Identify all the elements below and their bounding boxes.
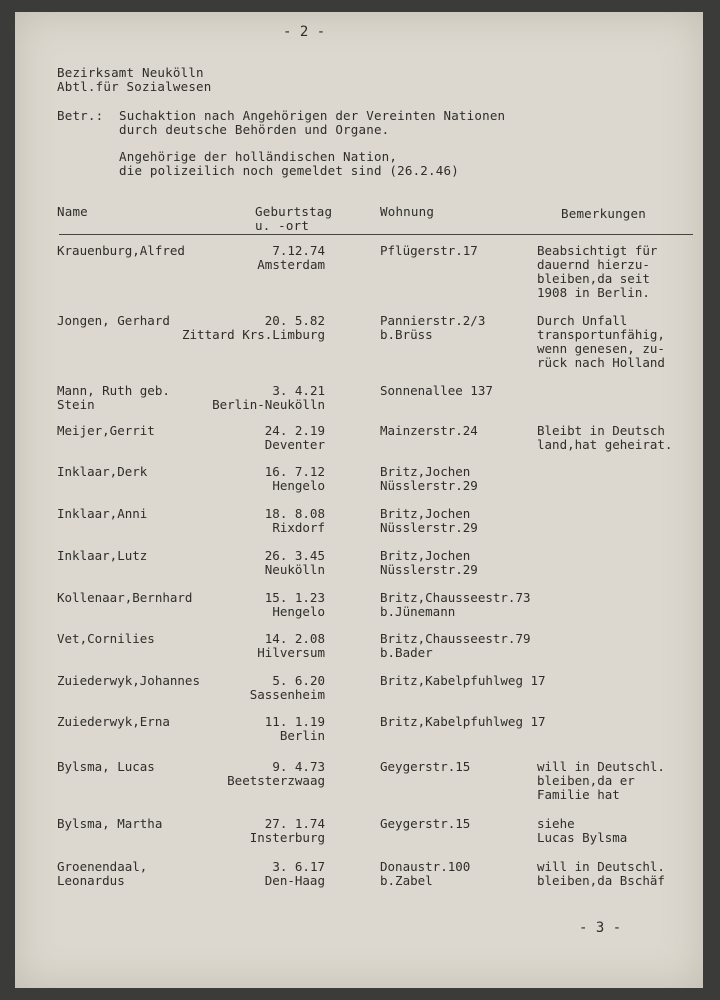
entry-remark: dauernd hierzu- [537,257,650,272]
entry-birth-place: Beetsterzwaag [227,773,325,788]
entry-birth-place: Rixdorf [272,520,325,535]
entry-address: Geygerstr.15 [380,816,471,831]
subject-label: Betr.: [57,108,104,123]
entry-name: Zuiederwyk,Erna [57,714,170,729]
entry-name: Mann, Ruth geb. [57,383,170,398]
entry-name: Kollenaar,Bernhard [57,590,193,605]
entry-remark: land,hat geheirat. [537,437,673,452]
entry-address: Pflügerstr.17 [380,243,478,258]
entry-birth-place: Deventer [264,437,325,452]
entry-address: Nüsslerstr.29 [380,478,478,493]
entry-name: Inklaar,Derk [57,464,148,479]
entry-remark: wenn genesen, zu- [537,341,665,356]
scan-border [0,0,15,1000]
column-header-birth-2: u. -ort [255,218,310,233]
column-header-address: Wohnung [380,204,435,219]
page-number-top: - 2 - [283,24,326,40]
entry-birth-date: 27. 1.74 [264,816,325,831]
entry-birth-date: 18. 8.08 [264,506,325,521]
entry-name: Jongen, Gerhard [57,313,170,328]
entry-name: Vet,Cornilies [57,631,155,646]
entry-remark: Beabsichtigt für [537,243,658,258]
entry-birth-place: Zittard Krs.Limburg [182,327,325,342]
entry-birth-place: Hengelo [272,478,325,493]
entry-birth-date: 24. 2.19 [264,423,325,438]
entry-birth-date: 14. 2.08 [264,631,325,646]
entry-name: Inklaar,Anni [57,506,148,521]
entry-address: Britz,Jochen [380,548,471,563]
entry-remark: will in Deutschl. [537,859,665,874]
entry-address: Mainzerstr.24 [380,423,478,438]
entry-name: Meijer,Gerrit [57,423,155,438]
entry-remark: Durch Unfall [537,313,628,328]
entry-birth-place: Berlin [279,728,325,743]
entry-address: Britz,Jochen [380,464,471,479]
entry-remark: transportunfähig, [537,327,665,342]
header-rule [59,234,693,235]
entry-name: Stein [57,397,95,412]
entry-address: Britz,Jochen [380,506,471,521]
entry-name: Zuiederwyk,Johannes [57,673,200,688]
entry-birth-date: 7.12.74 [272,243,325,258]
entry-birth-place: Berlin-Neukölln [212,397,325,412]
entry-birth-date: 16. 7.12 [264,464,325,479]
intro-line-1: Angehörige der holländischen Nation, [119,149,398,164]
entry-address: b.Zabel [380,873,433,888]
entry-remark: Familie hat [537,787,620,802]
subject-line-2: durch deutsche Behörden und Organe. [119,122,390,137]
entry-address: Britz,Kabelpfuhlweg 17 [380,673,546,688]
subject-line-1: Suchaktion nach Angehörigen der Vereinten Nationen [119,108,506,123]
entry-birth-date: 9. 4.73 [272,759,325,774]
entry-address: Geygerstr.15 [380,759,471,774]
office-line-1: Bezirksamt Neukölln [57,65,204,80]
entry-birth-date: 11. 1.19 [264,714,325,729]
column-header-birth-1: Geburtstag [255,204,333,219]
document-page [15,12,703,988]
entry-birth-place: Amsterdam [257,257,325,272]
entry-birth-place: Den-Haag [264,873,325,888]
entry-address: Nüsslerstr.29 [380,562,478,577]
entry-address: b.Jünemann [380,604,456,619]
entry-birth-place: Sassenheim [249,687,325,702]
office-line-2: Abtl.für Sozialwesen [57,79,212,94]
entry-birth-place: Neukölln [264,562,325,577]
entry-birth-date: 26. 3.45 [264,548,325,563]
entry-name: Bylsma, Martha [57,816,163,831]
entry-name: Leonardus [57,873,125,888]
entry-remark: Bleibt in Deutsch [537,423,665,438]
entry-name: Inklaar,Lutz [57,548,148,563]
intro-line-2: die polizeilich noch gemeldet sind (26.2.46) [119,163,459,178]
entry-remark: bleiben,da seit [537,271,650,286]
entry-remark: siehe [537,816,575,831]
entry-remark: Lucas Bylsma [537,830,628,845]
page-number-bottom: - 3 - [579,920,622,936]
entry-name: Groenendaal, [57,859,148,874]
entry-name: Krauenburg,Alfred [57,243,185,258]
entry-address: Sonnenallee 137 [380,383,493,398]
entry-birth-date: 3. 6.17 [272,859,325,874]
entry-address: Pannierstr.2/3 [380,313,486,328]
entry-address: Britz,Chausseestr.79 [380,631,531,646]
entry-remark: will in Deutschl. [537,759,665,774]
entry-address: b.Bader [380,645,433,660]
entry-birth-place: Insterburg [249,830,325,845]
entry-name: Bylsma, Lucas [57,759,155,774]
entry-birth-date: 3. 4.21 [272,383,325,398]
column-header-remarks: Bemerkungen [561,206,646,221]
entry-birth-place: Hilversum [257,645,325,660]
entry-birth-place: Hengelo [272,604,325,619]
entry-birth-date: 20. 5.82 [264,313,325,328]
entry-address: Nüsslerstr.29 [380,520,478,535]
entry-remark: 1908 in Berlin. [537,285,650,300]
entry-address: b.Brüss [380,327,433,342]
entry-birth-date: 15. 1.23 [264,590,325,605]
entry-birth-date: 5. 6.20 [272,673,325,688]
column-header-name: Name [57,204,88,219]
entry-remark: rück nach Holland [537,355,665,370]
entry-address: Britz,Chausseestr.73 [380,590,531,605]
entry-address: Donaustr.100 [380,859,471,874]
entry-remark: bleiben,da Bschäf [537,873,665,888]
entry-address: Britz,Kabelpfuhlweg 17 [380,714,546,729]
entry-remark: bleiben,da er [537,773,635,788]
